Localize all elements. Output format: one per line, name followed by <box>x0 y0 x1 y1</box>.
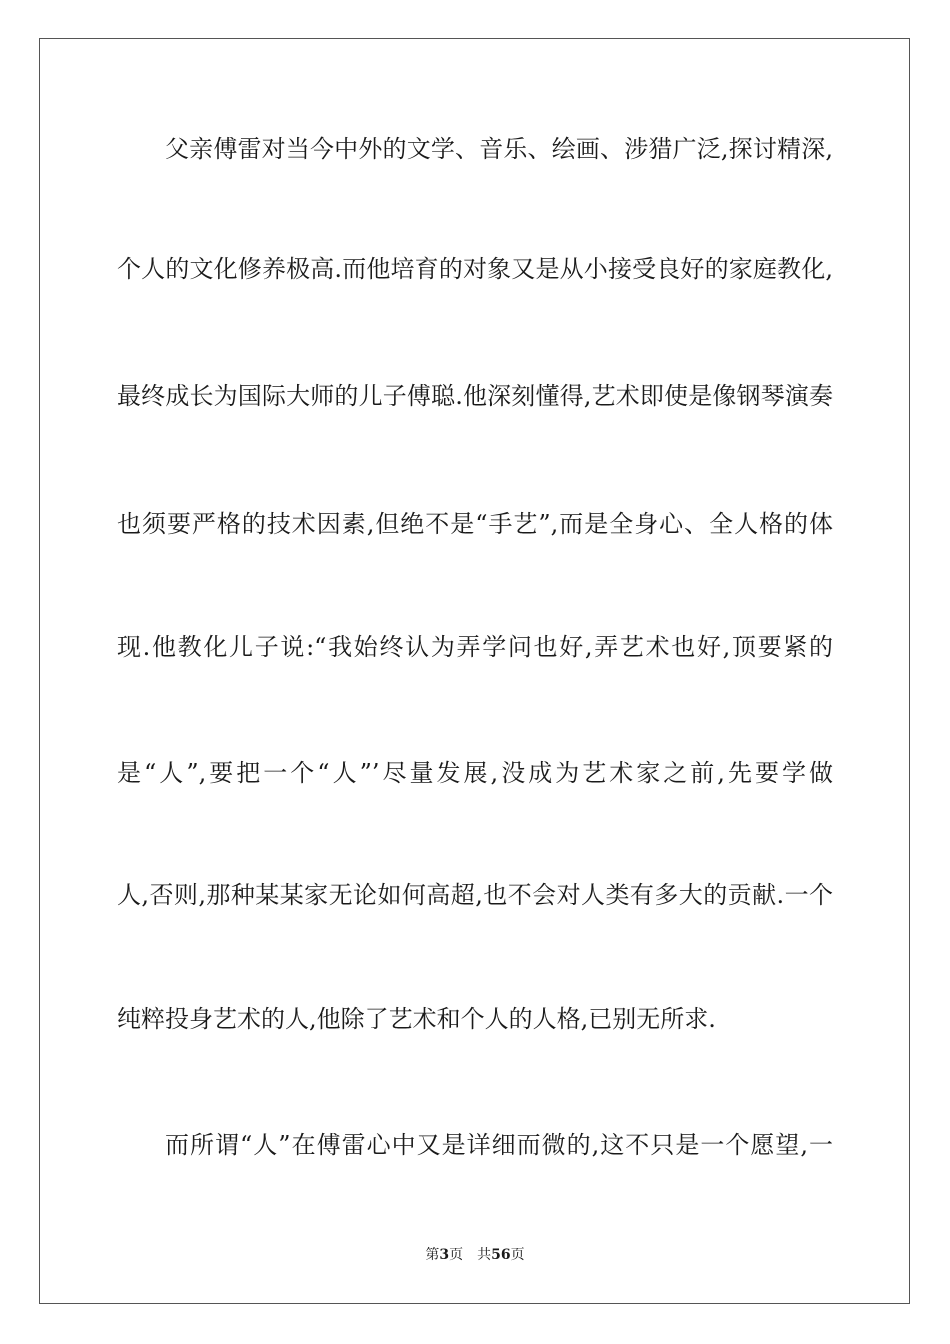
total-prefix: 共 <box>477 1247 492 1263</box>
paragraph-1-line-3: 最终成长为国际大师的儿子傅聪.他深刻懂得,艺术即使是像钢琴演奏 <box>117 382 833 410</box>
page-prefix: 第 <box>425 1247 440 1263</box>
paragraph-1-line-2: 个人的文化修养极高.而他培育的对象又是从小接受良好的家庭教化, <box>117 255 833 283</box>
total-suffix: 页 <box>510 1247 525 1263</box>
paragraph-1-line-4: 也须要严格的技术因素,但绝不是“手艺”,而是全身心、全人格的体 <box>117 510 833 538</box>
paragraph-1-line-5: 现.他教化儿子说:“我始终认为弄学问也好,弄艺术也好,顶要紧的 <box>117 633 833 661</box>
paragraph-1-line-8: 纯粹投身艺术的人,他除了艺术和个人的人格,已别无所求. <box>117 1005 716 1033</box>
paragraph-2-line-1: 而所谓“人”在傅雷心中又是详细而微的,这不只是一个愿望,一 <box>165 1131 833 1159</box>
page-number: 3 <box>439 1247 450 1263</box>
page-suffix: 页 <box>449 1247 464 1263</box>
paragraph-1-line-6: 是“人”,要把一个“人”’尽量发展,没成为艺术家之前,先要学做 <box>117 759 833 787</box>
total-pages: 56 <box>491 1247 511 1263</box>
paragraph-1-line-1: 父亲傅雷对当今中外的文学、音乐、绘画、涉猎广泛,探讨精深, <box>165 135 833 163</box>
page-border <box>39 38 910 1304</box>
paragraph-1-line-7: 人,否则,那种某某家无论如何高超,也不会对人类有多大的贡献.一个 <box>117 881 833 909</box>
page-footer <box>0 1246 950 1264</box>
